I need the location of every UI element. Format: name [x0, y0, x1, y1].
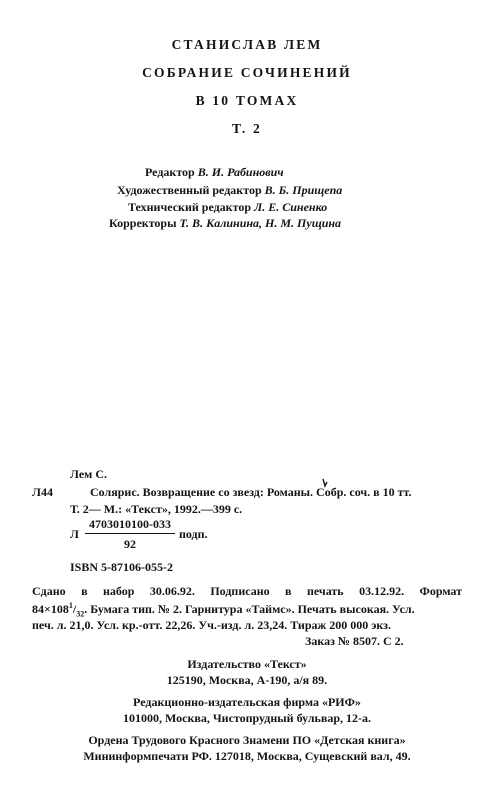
formula-suffix: подп.	[178, 527, 208, 541]
credit-tech-editor	[128, 200, 327, 215]
author-title: СТАНИСЛАВ ЛЕМ	[171, 37, 323, 52]
credit-role: Корректоры	[109, 216, 177, 230]
publisher-name: Издательство «Текст»	[187, 657, 307, 671]
formula-fraction	[85, 517, 175, 552]
collection-title: СОБРАНИЕ СОЧИНЕНИЙ	[142, 65, 352, 80]
catalog-line-2: Т. 2— М.: «Текст», 1992.—399 с.	[70, 502, 243, 516]
credit-editor	[145, 165, 284, 180]
isbn: ISBN 5-87106-055-2	[70, 560, 174, 574]
ink-mark	[322, 478, 328, 488]
volumes-title: В 10 ТОМАХ	[195, 93, 299, 108]
credit-role: Художественный редактор	[117, 183, 262, 197]
imprint-line-3: печ. л. 21,0. Усл. кр.-отт. 22,26. Уч.-изд. л. 23,24. Тираж 200 000 экз.	[32, 618, 391, 632]
printer-line-1: Ордена Трудового Красного Знамени ПО «Детская книга»	[88, 733, 406, 747]
format-sup: 1	[68, 601, 73, 610]
publisher-address: 125190, Москва, А-190, а/я 89.	[166, 673, 328, 687]
imprint-line-1: Сдано в набор 30.06.92. Подписано в печать 03.12.92. Формат	[32, 584, 462, 598]
imprint-line-4: Заказ № 8507. С 2.	[305, 634, 404, 648]
catalog-index-code: Л44	[32, 485, 53, 499]
credit-role: Технический редактор	[128, 200, 252, 214]
imprint-line-2: $84\times 108^1/_{32}$. Бумага тип. № 2. Гарнитура «Таймс». Печать высокая. Усл.	[32, 601, 415, 619]
credit-art-editor	[117, 183, 342, 198]
firm-address: 101000, Москва, Чистопрудный бульвар, 12-а.	[122, 711, 372, 725]
firm-name: Редакционно-издательская фирма «РИФ»	[133, 695, 361, 709]
formula-denominator: 92	[123, 537, 136, 551]
credit-proofreaders	[109, 216, 341, 231]
formula-letter: Л	[70, 527, 79, 541]
catalog-formula	[70, 517, 208, 552]
formula-numerator: 4703010100-033	[85, 517, 175, 534]
format-size: 84×108	[32, 602, 69, 616]
imprint-line-2-text: . Бумага тип. № 2. Гарнитура «Таймс». Печать высокая. Усл.	[84, 602, 415, 616]
printer-line-2: Мининформпечати РФ. 127018, Москва, Сущевский вал, 49.	[83, 749, 411, 763]
volume-number: Т. 2	[232, 121, 262, 136]
format-sub: 32	[76, 609, 85, 619]
credit-role: Редактор	[145, 165, 195, 179]
credit-names: Т. В. Калинина, Н. М. Пущина	[179, 216, 342, 230]
catalog-author: Лем С.	[70, 467, 108, 481]
credit-names: В. И. Рабинович	[197, 165, 284, 179]
catalog-line-1: Солярис. Возвращение со звезд: Романы. Собр. соч. в 10 тт.	[90, 485, 412, 499]
credit-names: Л. Е. Синенко	[254, 200, 328, 214]
credit-names: В. Б. Прищепа	[264, 183, 343, 197]
